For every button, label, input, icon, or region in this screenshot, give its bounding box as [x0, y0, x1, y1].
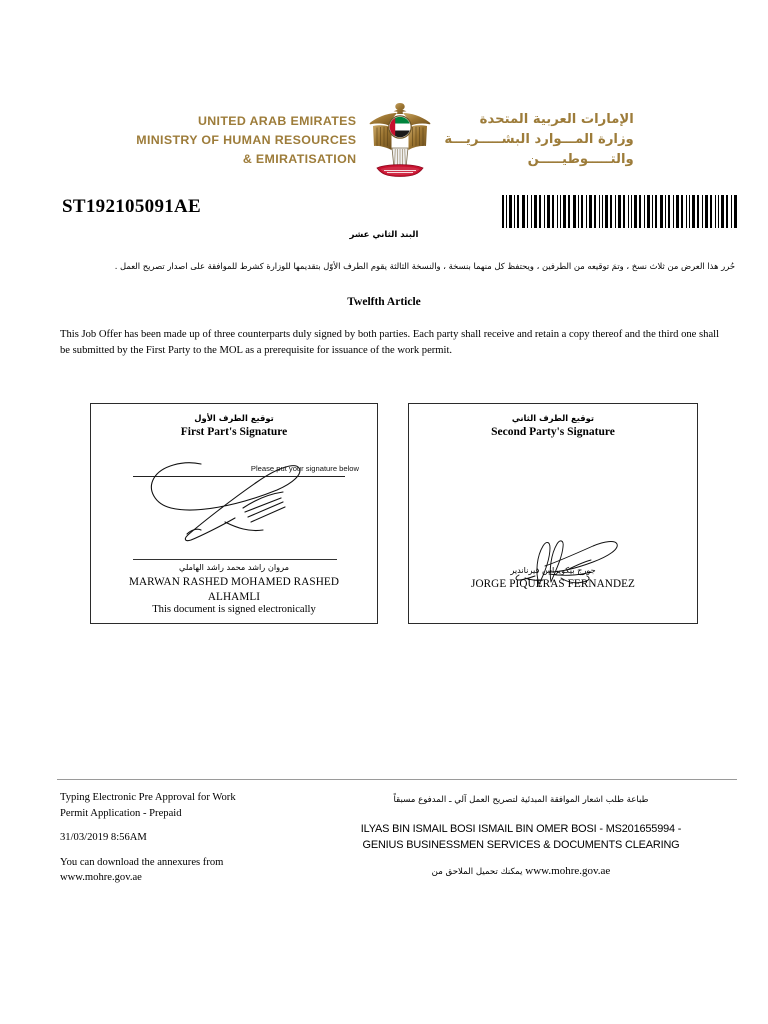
second-party-name-english: JORGE PIQUERAS FERNANDEZ — [470, 578, 635, 590]
header-arabic-line-3: والتـــــوطيـــــن — [527, 152, 634, 167]
footer-spacer-2 — [60, 846, 340, 855]
footer-service-arabic: طباعة طلب اشعار الموافقة المبدئية لتصريح العمل آلي ـ المدفوع مسبقاً — [393, 795, 649, 805]
footer-left-block — [60, 790, 340, 886]
header-arabic-line-1: الإمارات العربية المتحدة — [479, 112, 634, 127]
first-party-name-arabic: مروان راشد محمد راشد الهاملي — [179, 562, 289, 572]
signature-hint-label: Please put your signature below — [250, 464, 359, 473]
second-party-title-english: Second Party's Signature — [491, 426, 615, 438]
first-party-title-arabic: توقيع الطرف الأول — [194, 413, 274, 423]
article-body-arabic: حُرر هذا العرض من ثلاث نسخ ، وتمَ توقيعه من الطرفين ، ويحتفظ كل منهما بنسخة ، والنسخة الثالثة يقوم الطرف الأوّل بتقديمها للوزارة كشرط للموافقة على اصدار تصريح العمل . — [114, 261, 735, 271]
header-english-line-2: MINISTRY OF HUMAN RESOURCES — [136, 132, 357, 147]
article-body-english: This Job Offer has been made up of three counterparts duly signed by both parties. Each party shall receive and retain a copy thereof and the third one shall be submitted by the First Party to the MOL as a prerequisite for issuance of the work permit. — [60, 329, 720, 356]
footer-divider — [57, 779, 737, 780]
footer-company-line-2: GENIUS BUSINESSMEN SERVICES & DOCUMENTS CLEARING — [362, 839, 680, 851]
header-english-line-1: UNITED ARAB EMIRATES — [197, 113, 357, 128]
uae-falcon-emblem-icon — [367, 100, 433, 180]
footer-service-line-1: Typing Electronic Pre Approval for Work — [60, 792, 236, 803]
first-party-title-english: First Part's Signature — [180, 426, 288, 438]
first-party-name-english: MARWAN RASHED MOHAMED RASHED ALHAMLI — [128, 576, 340, 603]
footer-url-arabic-prefix: يمكنك تحميل الملاحق من — [431, 867, 523, 877]
ministry-header — [136, 99, 634, 181]
reference-number: ST192105091AE — [62, 196, 202, 217]
footer-company-block — [305, 821, 737, 853]
second-party-title-arabic: توقيع الطرف الثاني — [511, 413, 595, 423]
first-party-name-rule — [133, 559, 337, 560]
first-party-electronic-note: This document is signed electronically — [152, 604, 316, 615]
footer-timestamp: 31/03/2019 8:56AM — [60, 832, 147, 843]
first-party-signature-box — [90, 403, 378, 624]
footer-url-latin[interactable]: www.mohre.gov.ae — [525, 865, 611, 877]
header-arabic-block — [444, 110, 633, 170]
footer-company-line-1: ILYAS BIN ISMAIL BOSI ISMAIL BIN OMER BOSI - MS201655994 - — [360, 823, 682, 835]
footer-service-line-2: Permit Application - Prepaid — [60, 807, 182, 819]
header-arabic-line-2: وزارة المـــوارد البشـــــريـــة — [444, 132, 634, 147]
signature-baseline — [133, 476, 345, 477]
header-english-block — [136, 112, 356, 169]
second-party-name-arabic: جورج بيكويراس فيرناندير — [510, 565, 596, 575]
barcode — [500, 195, 740, 228]
footer-download-line-1: You can download the annexures from — [60, 856, 224, 868]
header-english-line-3: & EMIRATISATION — [242, 151, 357, 166]
footer-right-block — [305, 793, 737, 877]
footer-spacer-1 — [60, 821, 340, 830]
second-party-signature-box — [408, 403, 698, 624]
footer-url-arabic-row — [305, 865, 737, 877]
footer-download-url[interactable]: www.mohre.gov.ae — [60, 872, 142, 883]
article-heading-english: Twelfth Article — [347, 296, 421, 308]
article-heading-arabic: البند الثاني عشر — [349, 230, 419, 240]
